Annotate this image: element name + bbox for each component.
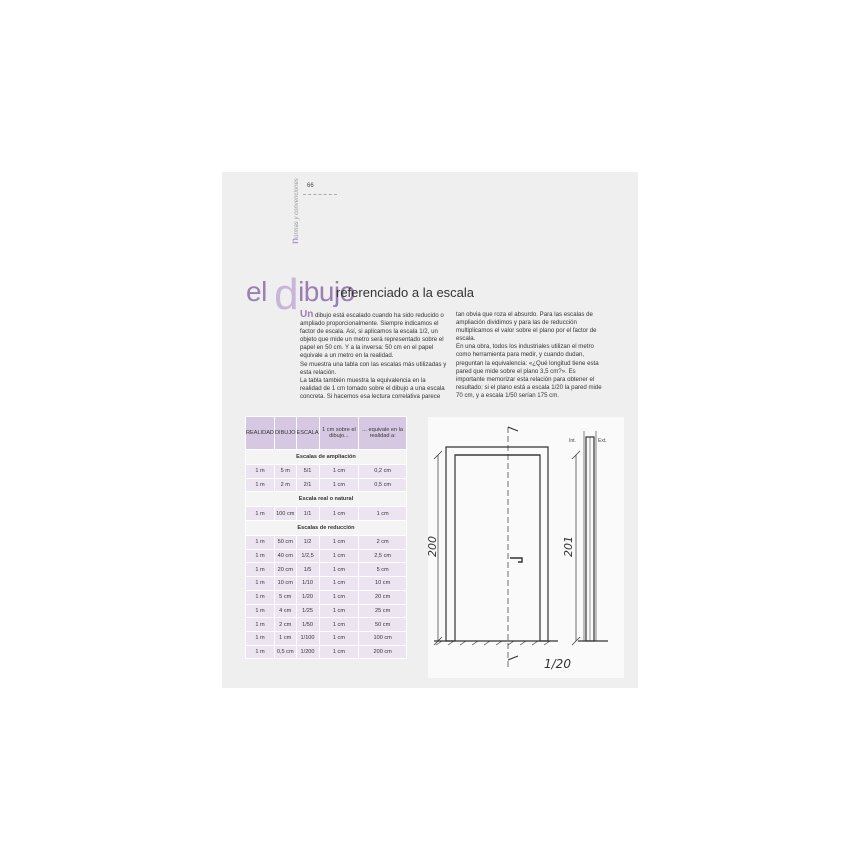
table-cell: 1 m (246, 577, 275, 591)
paragraph: La tabla también muestra la equivalencia en la realidad de 1 cm tomado sobre el dibujo a una escala concreta. Si hacemos esa lectura correlativa parece (300, 376, 445, 400)
table-cell: 25 cm (359, 604, 407, 618)
title-word: ibujo (298, 276, 355, 307)
table-cell: 1/200 (296, 645, 319, 659)
table-header-row (246, 417, 407, 450)
column-header: ESCALA (296, 417, 319, 450)
table-cell: 1 cm (319, 563, 359, 577)
table-cell: 1 cm (319, 507, 359, 521)
table-cell: 1/50 (296, 618, 319, 632)
table-cell: 1 m (246, 618, 275, 632)
table-cell: 40 cm (274, 549, 296, 563)
table-cell: 1 cm (359, 507, 407, 521)
table-cell: 1 cm (319, 645, 359, 659)
section-heading: Escalas de ampliación (246, 450, 407, 465)
page-number: 66 (307, 183, 314, 189)
table-cell: 1 m (246, 631, 275, 645)
table-cell: 2 m (274, 478, 296, 492)
text-column-2 (456, 311, 606, 400)
table-cell: 1 cm (319, 590, 359, 604)
table-cell: 5 m (274, 465, 296, 479)
door-frame (446, 447, 548, 641)
paragraph: En una obra, todos los industriales utilizan el metro como herramienta para medir, y cuando dudan, preguntan la equivalencia: «¿Qué longitud tiene esta pared que mide sobre el plano 3,5 cm?». Es importante memorizar esta relación para obtener el resultado: si el plano está a escala 1/20 la pared mide 70 cm, y a escala 1/50 serían 175 cm. (456, 343, 602, 399)
table-cell: 1 m (246, 478, 275, 492)
table-cell: 1/100 (296, 631, 319, 645)
table-cell: 1 m (246, 549, 275, 563)
door-drawing (428, 417, 624, 678)
table-row (246, 536, 407, 550)
column-header: 1 cm sobre el dibujo... (319, 417, 359, 450)
table-cell: 1 cm (274, 631, 296, 645)
table-cell: 1 cm (319, 618, 359, 632)
table-cell: 2/1 (296, 478, 319, 492)
table-row (246, 478, 407, 492)
table-cell: 1 cm (319, 604, 359, 618)
table-cell: 200 cm (359, 645, 407, 659)
table-row (246, 604, 407, 618)
table-cell: 1/2,5 (296, 549, 319, 563)
title-el: el (246, 276, 275, 307)
table-row (246, 563, 407, 577)
table-cell: 0,2 cm (359, 465, 407, 479)
table-row (246, 631, 407, 645)
table-row (246, 549, 407, 563)
table-cell: 20 cm (274, 563, 296, 577)
table-cell: 1 m (246, 590, 275, 604)
table-cell: 2 cm (274, 618, 296, 632)
table-cell: 1/20 (296, 590, 319, 604)
table-cell: 5/1 (296, 465, 319, 479)
paragraph-text: dibujo está escalado cuando ha sido reducido o ampliado proporcionalmente. Siempre indicamos el factor de escala. Así, si aplicamos la escala 1/2, un objeto que mide un metro será representado sobre el papel en 50 cm. Y a la inversa: 50 cm en el papel equivale a un metro en la realidad. (300, 312, 444, 360)
table-row (246, 507, 407, 521)
table-section-row (246, 521, 407, 536)
table-cell: 1 m (246, 507, 275, 521)
table-cell: 1/25 (296, 604, 319, 618)
section-label (290, 178, 302, 244)
table-cell: 1 cm (319, 577, 359, 591)
exterior-label: Ext. (598, 438, 607, 444)
table-cell: 100 cm (274, 507, 296, 521)
drop-cap: Un (300, 309, 314, 320)
column-header: ... equivale en la realidad a: (359, 417, 407, 450)
table-cell: 1/10 (296, 577, 319, 591)
table-cell: 100 cm (359, 631, 407, 645)
interior-label: Int. (569, 438, 576, 444)
table-cell: 1 m (246, 536, 275, 550)
table-row (246, 577, 407, 591)
section-initial: n (290, 237, 301, 244)
table-cell: 2 cm (359, 536, 407, 550)
text-column-1 (300, 311, 448, 401)
paragraph (300, 311, 448, 361)
table-row (246, 590, 407, 604)
table-row (246, 618, 407, 632)
table-section-row (246, 450, 407, 465)
table-cell: 1 m (246, 604, 275, 618)
section-arrow-bottom (508, 656, 518, 660)
table-cell: 50 cm (274, 536, 296, 550)
table-section-row (246, 492, 407, 507)
section-heading: Escala real o natural (246, 492, 407, 507)
table-row (246, 465, 407, 479)
table-cell: 1/2 (296, 536, 319, 550)
column-header: DIBUJO (274, 417, 296, 450)
door-elevation-svg (428, 417, 624, 678)
column-header: REALIDAD (246, 417, 275, 450)
paragraph: tan obvia que roza el absurdo. Para las escalas de ampliación dividimos y para las de reducción multiplicamos el valor sobre el plano por el factor de escala. (456, 311, 597, 343)
table-cell: 5 cm (274, 590, 296, 604)
section-arrow-top (508, 427, 518, 431)
section-heading: Escalas de reducción (246, 521, 407, 536)
table-cell: 1 cm (319, 536, 359, 550)
scale-table (245, 416, 407, 659)
header-divider (303, 194, 337, 195)
page-subtitle: referenciado a la escala (336, 285, 475, 300)
table-cell: 1 m (246, 465, 275, 479)
table-cell: 1/5 (296, 563, 319, 577)
door-handle (510, 558, 522, 562)
table-cell: 10 cm (359, 577, 407, 591)
table-cell: 1 cm (319, 549, 359, 563)
table-cell: 1 cm (319, 631, 359, 645)
paragraph: Se muestra una tabla con las escalas más utilizadas y esta relación. (300, 360, 447, 376)
front-dimension-label: 200 (426, 536, 439, 557)
table-cell: 0,5 cm (274, 645, 296, 659)
table-cell: 50 cm (359, 618, 407, 632)
table-cell: 1 cm (319, 478, 359, 492)
table-cell: 4 cm (274, 604, 296, 618)
table-cell: 20 cm (359, 590, 407, 604)
section-label-text: ormas y convenciones (294, 178, 300, 238)
table-cell: 1 m (246, 563, 275, 577)
table-cell: 10 cm (274, 577, 296, 591)
table-cell: 2,5 cm (359, 549, 407, 563)
table-cell: 0,5 cm (359, 478, 407, 492)
scale-label: 1/20 (544, 657, 571, 671)
table-cell: 5 cm (359, 563, 407, 577)
table-cell: 1 m (246, 645, 275, 659)
table-row (246, 645, 407, 659)
title-drop-letter: d (274, 270, 299, 319)
side-dimension-label: 201 (562, 536, 575, 557)
table-cell: 1 cm (319, 465, 359, 479)
table-cell: 1/1 (296, 507, 319, 521)
